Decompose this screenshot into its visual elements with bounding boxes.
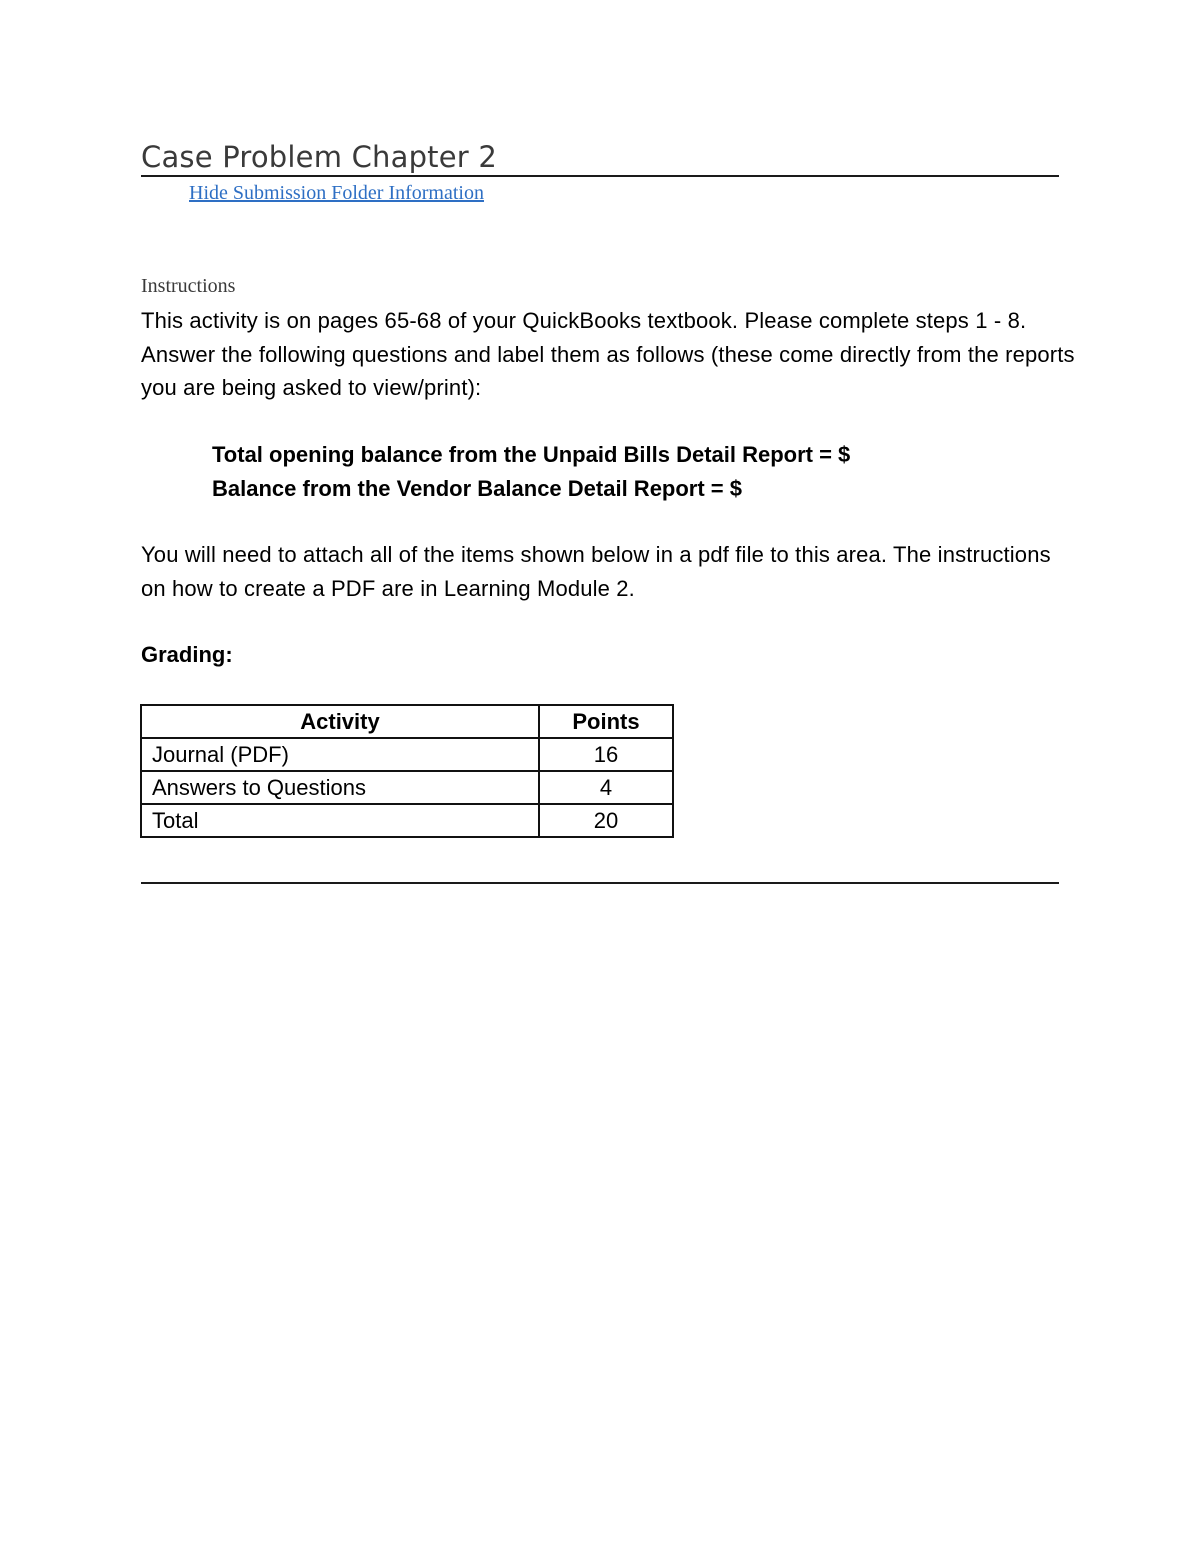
attach-instructions-line-1: You will need to attach all of the items shown below in a pdf file to this area. The instructions	[141, 542, 1051, 567]
table-row	[141, 804, 673, 837]
activity-cell: Answers to Questions	[141, 771, 539, 804]
activity-cell: Total	[141, 804, 539, 837]
points-cell: 16	[539, 738, 673, 771]
bottom-divider	[141, 882, 1059, 884]
instructions-line-1: This activity is on pages 65-68 of your QuickBooks textbook. Please complete steps 1 - 8.	[141, 308, 1027, 333]
activity-cell: Journal (PDF)	[141, 738, 539, 771]
grading-label: Grading:	[141, 642, 233, 667]
column-header-points: Points	[539, 705, 673, 738]
question-vendor-balance: Balance from the Vendor Balance Detail Report = $	[212, 476, 742, 501]
hide-submission-folder-link[interactable]: Hide Submission Folder Information	[189, 182, 484, 204]
grading-table	[140, 704, 674, 838]
page-title: Case Problem Chapter 2	[141, 140, 497, 174]
question-unpaid-bills: Total opening balance from the Unpaid Bills Detail Report = $	[212, 442, 851, 467]
points-cell: 4	[539, 771, 673, 804]
table-row	[141, 771, 673, 804]
table-row	[141, 738, 673, 771]
attach-instructions-line-2: on how to create a PDF are in Learning Module 2.	[141, 576, 635, 601]
title-divider	[141, 175, 1059, 177]
table-header-row	[141, 705, 673, 738]
points-cell: 20	[539, 804, 673, 837]
column-header-activity: Activity	[141, 705, 539, 738]
instructions-line-3: you are being asked to view/print):	[141, 375, 482, 400]
instructions-heading: Instructions	[141, 275, 236, 297]
instructions-line-2: Answer the following questions and label them as follows (these come directly from the reports	[141, 342, 1075, 367]
